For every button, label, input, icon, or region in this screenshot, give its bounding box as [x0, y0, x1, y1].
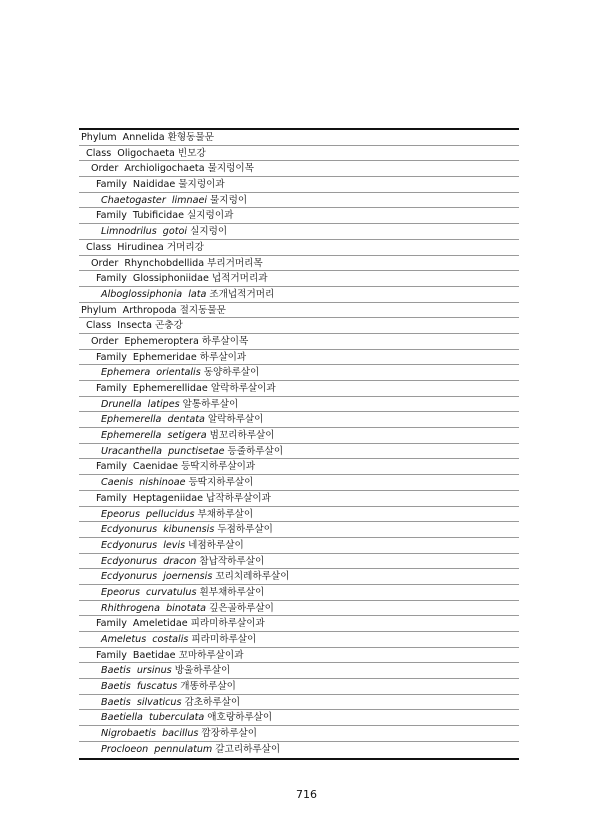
korean-name: 꼬리치레하루살이 [215, 571, 290, 583]
korean-name: 깜장하루살이 [201, 728, 258, 740]
taxon-row-species [79, 554, 519, 570]
scientific-name: Baetis fuscatus [101, 681, 178, 693]
scientific-name: Ephemerella setigera [101, 430, 207, 442]
taxon-row-species [79, 475, 519, 491]
taxon-row-species [79, 412, 519, 428]
taxon-row-class [79, 146, 519, 162]
scientific-name: Baetis ursinus [101, 665, 172, 677]
korean-name: 흰부채하루살이 [199, 586, 265, 598]
scientific-name: Family Ephemeridae [96, 351, 197, 363]
korean-name: 넙적거머리과 [211, 273, 268, 285]
korean-name: 알락하루살이과 [210, 383, 276, 394]
taxon-row-species [79, 569, 519, 585]
taxon-row-family [79, 381, 519, 397]
taxonomy-table [79, 128, 519, 760]
taxon-row-species [79, 632, 519, 648]
scientific-name: Procloeon pennulatum [101, 743, 213, 755]
korean-name: 물지렁이목 [207, 163, 254, 175]
scientific-name: Phylum Annelida [81, 132, 165, 143]
korean-name: 등딱지하루살이과 [181, 461, 256, 473]
taxon-row-family [79, 459, 519, 475]
korean-name: 알락하루살이 [207, 414, 264, 426]
taxon-row-species [79, 742, 519, 758]
korean-name: 납작하루살이과 [206, 492, 271, 504]
korean-name: 알통하루살이 [182, 398, 239, 410]
korean-name: 개똥하루살이 [180, 681, 236, 693]
korean-name: 깊은골하루살이 [209, 602, 274, 614]
taxon-row-class [79, 240, 519, 256]
korean-name: 빈모강 [177, 147, 206, 159]
scientific-name: Baetiella tuberculata [101, 712, 205, 724]
taxon-row-species [79, 522, 519, 538]
scientific-name: Family Ameletidae [96, 618, 188, 630]
korean-name: 피라미하루살이과 [190, 618, 265, 630]
scientific-name: Family Tubificidae [96, 210, 185, 222]
scientific-name: Order Rhynchobdellida [91, 257, 205, 269]
taxon-row-species [79, 695, 519, 711]
scientific-name: Baetis silvaticus [101, 696, 182, 708]
scientific-name: Order Archioligochaeta [91, 163, 205, 175]
taxon-row-family [79, 648, 519, 664]
taxon-row-species [79, 507, 519, 523]
korean-name: 부리거머리목 [207, 257, 263, 269]
korean-name: 두점하루살이 [217, 524, 273, 536]
scientific-name: Ameletus costalis [101, 634, 189, 645]
scientific-name: Chaetogaster limnaei [101, 194, 208, 206]
scientific-name: Phylum Arthropoda [81, 304, 177, 316]
taxon-row-species [79, 193, 519, 209]
scientific-name: Ecdyonurus dracon [101, 555, 197, 567]
korean-name: 꼬마하루살이과 [178, 649, 244, 661]
taxon-row-order [79, 334, 519, 350]
scientific-name: Class Oligochaeta [86, 147, 175, 159]
korean-name: 곤충강 [155, 320, 183, 332]
scientific-name: Family Naididae [96, 179, 176, 191]
scientific-name: Family Glossiphoniidae [96, 273, 209, 285]
taxon-row-species [79, 365, 519, 381]
scientific-name: Epeorus pellucidus [101, 508, 195, 520]
korean-name: 하루살이목 [201, 335, 249, 347]
korean-name: 피라미하루살이 [191, 634, 257, 645]
korean-name: 동양하루살이 [203, 367, 260, 379]
taxon-row-species [79, 428, 519, 444]
korean-name: 물지렁이과 [178, 179, 225, 191]
taxon-row-species [79, 397, 519, 413]
taxon-row-family [79, 271, 519, 287]
scientific-name: Class Insecta [86, 320, 153, 332]
taxon-row-phylum [79, 130, 519, 146]
taxon-row-species [79, 710, 519, 726]
scientific-name: Epeorus curvatulus [101, 586, 197, 598]
korean-name: 부채하루살이 [197, 508, 254, 520]
taxon-row-class [79, 318, 519, 334]
scientific-name: Caenis nishinoae [101, 477, 186, 489]
korean-name: 등딱지하루살이 [188, 477, 254, 489]
taxon-row-phylum [79, 303, 519, 319]
korean-name: 거머리강 [166, 241, 204, 253]
taxon-row-species [79, 663, 519, 679]
scientific-name: Family Baetidae [96, 649, 176, 661]
scientific-name: Alboglossiphonia lata [101, 288, 207, 300]
taxon-row-family [79, 491, 519, 507]
taxon-row-species [79, 585, 519, 601]
korean-name: 참납작하루살이 [199, 555, 265, 567]
scientific-name: Rhithrogena binotata [101, 602, 207, 614]
taxon-row-family [79, 208, 519, 224]
korean-name: 감초하루살이 [184, 696, 241, 708]
scientific-name: Ecdyonurus levis [101, 539, 186, 551]
korean-name: 조개넙적거머리 [209, 288, 275, 300]
taxon-row-family [79, 177, 519, 193]
korean-name: 방울하루살이 [174, 665, 231, 677]
scientific-name: Ephemerella dentata [101, 414, 205, 426]
korean-name: 실지렁이과 [187, 210, 234, 222]
taxon-row-order [79, 161, 519, 177]
scientific-name: Class Hirudinea [86, 241, 164, 253]
korean-name: 갈고리하루살이 [215, 743, 281, 755]
taxon-row-family [79, 350, 519, 366]
korean-name: 애호랑하루살이 [207, 712, 273, 724]
taxon-row-species [79, 287, 519, 303]
scientific-name: Family Caenidae [96, 461, 179, 473]
scientific-name: Ecdyonurus kibunensis [101, 524, 215, 536]
scientific-name: Family Ephemerellidae [96, 383, 208, 394]
page-number: 716 [296, 788, 317, 801]
taxon-row-family [79, 616, 519, 632]
scientific-name: Limnodrilus gotoi [101, 226, 188, 238]
scientific-name: Family Heptageniidae [96, 492, 204, 504]
korean-name: 환형동물문 [167, 132, 214, 143]
taxon-row-species [79, 601, 519, 617]
korean-name: 하루살이과 [199, 351, 247, 363]
korean-name: 절지동물문 [179, 304, 226, 316]
taxon-row-order [79, 256, 519, 272]
scientific-name: Ecdyonurus joernensis [101, 571, 213, 583]
taxon-row-species [79, 224, 519, 240]
scientific-name: Ephemera orientalis [101, 367, 201, 379]
taxon-row-species [79, 538, 519, 554]
scientific-name: Uracanthella punctisetae [101, 445, 225, 457]
korean-name: 물지렁이 [210, 194, 248, 206]
taxon-row-species [79, 679, 519, 695]
korean-name: 범꼬리하루살이 [209, 430, 275, 442]
scientific-name: Order Ephemeroptera [91, 335, 199, 347]
taxon-row-species [79, 444, 519, 460]
scientific-name: Nigrobaetis bacillus [101, 728, 199, 740]
korean-name: 실지렁이 [190, 226, 228, 238]
taxon-row-species [79, 726, 519, 742]
korean-name: 네점하루살이 [188, 539, 244, 551]
korean-name: 등줄하루살이 [227, 445, 284, 457]
scientific-name: Drunella latipes [101, 398, 180, 410]
